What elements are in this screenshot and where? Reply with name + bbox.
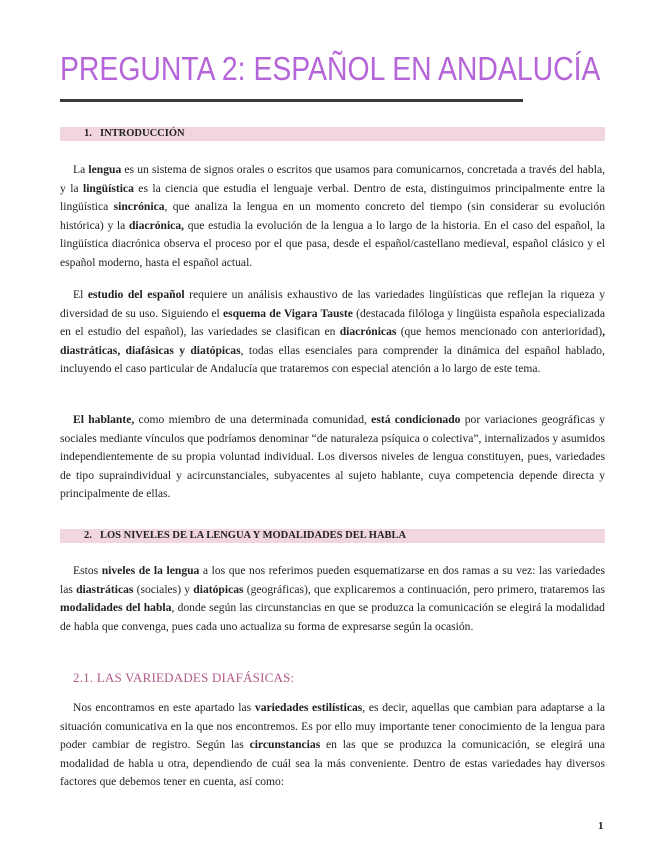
bold-term: está condicionado — [371, 413, 461, 426]
section-heading-introduccion — [60, 127, 605, 141]
bold-term: esquema de Vigara Tauste — [222, 306, 353, 320]
text-run: (destacada filóloga y lingüista española especializada en el estudio del español), las variedades se clasifican en — [60, 306, 605, 339]
title-underline — [60, 99, 523, 102]
text-run: (geográficas), que explicaremos a continuación, pero primero, trataremos las — [243, 582, 605, 596]
bold-term: lengua — [88, 163, 122, 176]
text-run: La — [73, 163, 89, 176]
text-run: que estudia la evolución de la lengua a lo largo de la historia. En el caso del español, la lingüística diacrónica observa el proceso por el que pasa, desde el español/castellano medieval, español clásico y el español moderno, hasta el español actual. — [60, 218, 605, 269]
paragraph-1 — [60, 161, 605, 273]
text-run: , donde según las circunstancias en que se produzca la comunicación se elegirá la modalidad de habla que convenga, pues cada uno actualiza su forma de expresarse según la ocasión. — [60, 601, 605, 633]
text-run: por variaciones geográficas y sociales mediante vínculos que podríamos denominar “de naturaleza psíquica o colectiva”, internalizados y asumidos independientemente de su propia voluntad individual. Los diversos niveles de lengua constituyen, pues, variedades de tipo supraindividual y acircunstanciales, subyacentes al sujeto hablante, cuya competencia depende directa y principalmente de ellas. — [60, 413, 605, 501]
text-run: Estos — [73, 564, 102, 577]
bold-term: estudio del español — [87, 288, 185, 301]
text-run: (sociales) y — [133, 582, 194, 596]
text-run: en las que se produzca la comunicación, se elegirá una modalidad de habla u otra, dependiendo de cuál sea la más conveniente. Dentro de estas variedades hay diversos factores que debemos tener en cuenta, así como: — [60, 738, 605, 789]
bold-term: modalidades del habla — [60, 601, 172, 615]
text-run: , es decir, aquellas que cambian para adaptarse a la situación comunicativa en la que nos encontremos. Es por ello muy importante tener conocimiento de la lengua para poder cambiar de registro. Según las — [60, 701, 605, 752]
section-label: LOS NIVELES DE LA LENGUA Y MODALIDADES DEL HABLA — [100, 530, 407, 541]
paragraph-2 — [60, 286, 605, 379]
text-run: como miembro de una determinada comunidad, — [134, 413, 372, 426]
bold-term: diastráticas — [76, 582, 134, 596]
paragraph-4 — [60, 562, 605, 636]
text-run: es la ciencia que estudia el lenguaje verbal. Dentro de esta, distinguimos principalmente entre la lingüística — [60, 181, 605, 214]
section-number: 2. — [84, 530, 92, 541]
paragraph-3 — [60, 411, 605, 504]
text-run: , todas ellas esenciales para comprender la dinámica del español hablado, incluyendo el caso particular de Andalucía que trataremos con especial atención a lo largo de este tema. — [60, 343, 605, 376]
text-run: El — [73, 288, 88, 301]
text-run: requiere un análisis exhaustivo de las variedades lingüísticas que reflejan la riqueza y diversidad de su uso. Siguiendo el — [60, 288, 605, 320]
bold-term: sincrónica — [113, 200, 165, 214]
bold-term: diacrónica, — [128, 218, 185, 232]
bold-term: niveles de la lengua — [101, 564, 200, 577]
section-heading-niveles — [60, 529, 605, 543]
bold-term: diacrónicas — [339, 325, 397, 339]
bold-term: variedades estilísticas — [254, 701, 363, 714]
text-run: , que analiza la lengua en un momento concreto del tiempo (sin considerar su evolución histórica) y la — [60, 200, 605, 232]
section-number: 1. — [84, 128, 92, 139]
page-number: 1 — [598, 820, 604, 832]
subsection-heading: 2.1. LAS VARIEDADES DIAFÁSICAS: — [73, 670, 295, 685]
bold-term: lingüística — [82, 181, 134, 195]
paragraph-5 — [60, 699, 605, 792]
section-label: INTRODUCCIÓN — [100, 128, 185, 139]
bold-term: El hablante, — [73, 413, 135, 426]
text-run: Nos encontramos en este apartado las — [73, 701, 255, 714]
bold-term: circunstancias — [249, 738, 321, 752]
text-run: a los que nos referimos pueden esquematizarse en dos ramas a su vez: las variedades las — [60, 564, 606, 596]
text-run: (que hemos mencionado con anterioridad) — [396, 325, 603, 339]
text-run: es un sistema de signos orales o escritos que usamos para comunicarnos, concretada a través del habla, y la — [60, 163, 605, 195]
bold-term: , diastráticas, diafásicas y diatópicas — [60, 325, 605, 357]
page-title: PREGUNTA 2: ESPAÑOL EN ANDALUCÍA — [60, 50, 601, 87]
bold-term: diatópicas — [193, 582, 244, 596]
